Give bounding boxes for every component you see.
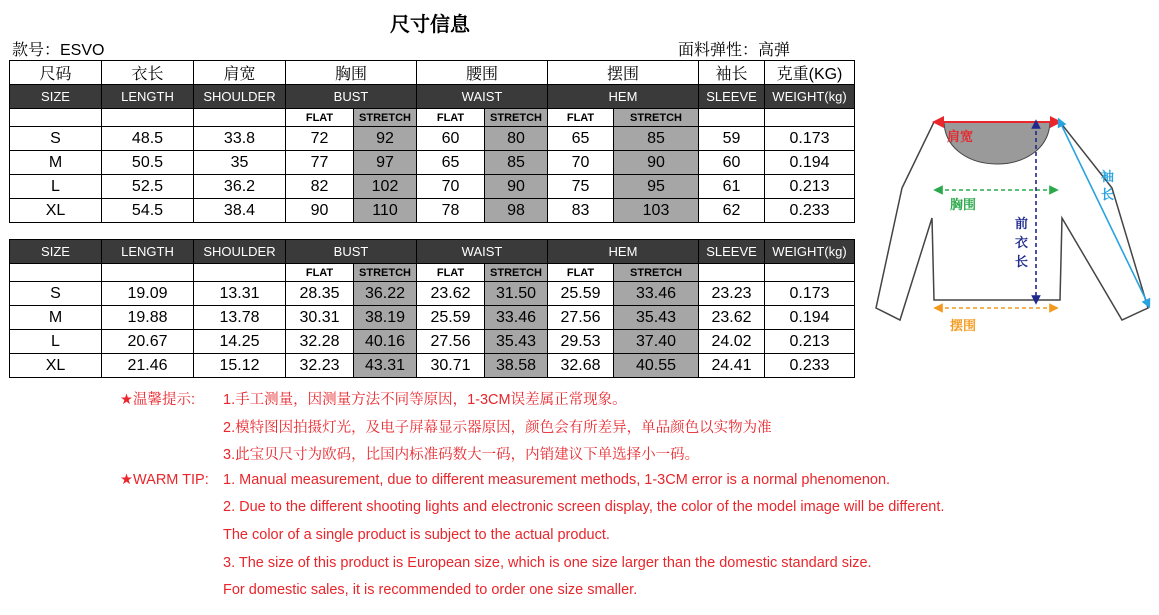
value-cell: 32.68 — [548, 354, 614, 378]
value-cell: 37.40 — [614, 330, 699, 354]
value-cell: 38.4 — [194, 199, 286, 223]
size-cell: L — [10, 330, 102, 354]
value-cell: 24.02 — [699, 330, 765, 354]
value-cell: 31.50 — [485, 282, 548, 306]
value-cell: 40.55 — [614, 354, 699, 378]
value-cell: 33.8 — [194, 127, 286, 151]
value-cell: 30.31 — [286, 306, 354, 330]
value-cell: 60 — [699, 151, 765, 175]
en-header-length: LENGTH — [102, 85, 194, 109]
value-cell: 92 — [354, 127, 417, 151]
value-cell: 35.43 — [485, 330, 548, 354]
value-cell: 98 — [485, 199, 548, 223]
en-header-weight: WEIGHT(kg) — [765, 85, 855, 109]
flat-label: FLAT — [286, 264, 354, 282]
value-cell: 72 — [286, 127, 354, 151]
value-cell: 0.194 — [765, 151, 855, 175]
value-cell: 0.213 — [765, 330, 855, 354]
en-header-waist: WAIST — [417, 240, 548, 264]
cn-header-row — [10, 61, 855, 85]
value-cell: 52.5 — [102, 175, 194, 199]
stretch-label: STRETCH — [354, 109, 417, 127]
value-cell: 0.173 — [765, 282, 855, 306]
sleeve-label-2: 长 — [1101, 187, 1115, 202]
value-cell: 32.23 — [286, 354, 354, 378]
note-en-line: The color of a single product is subject to the actual product. — [223, 527, 610, 543]
en-header-size: SIZE — [10, 85, 102, 109]
value-cell: 85 — [614, 127, 699, 151]
sleeve-label-1: 袖 — [1101, 169, 1115, 184]
flat-stretch-row — [10, 109, 855, 127]
value-cell: 14.25 — [194, 330, 286, 354]
size-table-cm — [9, 60, 855, 223]
cn-header-length: 衣长 — [102, 61, 194, 85]
cn-header-bust: 胸围 — [286, 61, 417, 85]
value-cell: 80 — [485, 127, 548, 151]
value-cell: 43.31 — [354, 354, 417, 378]
note-en-line: 3. The size of this product is European size, which is one size larger than the domestic standard size. — [223, 555, 872, 571]
style-number: 款号：ESVO — [12, 42, 105, 59]
table-row — [10, 175, 855, 199]
value-cell: 35.43 — [614, 306, 699, 330]
value-cell: 29.53 — [548, 330, 614, 354]
value-cell: 38.58 — [485, 354, 548, 378]
en-header-sleeve: SLEEVE — [699, 85, 765, 109]
value-cell: 33.46 — [485, 306, 548, 330]
value-cell: 23.62 — [699, 306, 765, 330]
length-label-1: 前 — [1015, 216, 1029, 231]
value-cell: 21.46 — [102, 354, 194, 378]
en-header-sleeve: SLEEVE — [699, 240, 765, 264]
note-cn-line: 3.此宝贝尺寸为欧码，比国内标准码数大一码，内销建议下单选择小一码。 — [223, 447, 700, 463]
value-cell: 110 — [354, 199, 417, 223]
en-header-waist: WAIST — [417, 85, 548, 109]
size-cell: S — [10, 282, 102, 306]
value-cell: 78 — [417, 199, 485, 223]
size-table-inch — [9, 239, 855, 378]
en-header-row — [10, 85, 855, 109]
stretch-label: STRETCH — [614, 264, 699, 282]
note-en-line: For domestic sales, it is recommended to order one size smaller. — [223, 582, 638, 598]
cn-header-hem: 摆围 — [548, 61, 699, 85]
value-cell: 20.67 — [102, 330, 194, 354]
value-cell: 33.46 — [614, 282, 699, 306]
table-row — [10, 127, 855, 151]
value-cell: 13.78 — [194, 306, 286, 330]
value-cell: 59 — [699, 127, 765, 151]
value-cell: 40.16 — [354, 330, 417, 354]
en-header-row — [10, 240, 855, 264]
table-row — [10, 282, 855, 306]
value-cell: 103 — [614, 199, 699, 223]
value-cell: 24.41 — [699, 354, 765, 378]
value-cell: 61 — [699, 175, 765, 199]
value-cell: 27.56 — [548, 306, 614, 330]
shoulder-label: 肩宽 — [947, 129, 974, 144]
value-cell: 62 — [699, 199, 765, 223]
value-cell: 54.5 — [102, 199, 194, 223]
flat-label: FLAT — [286, 109, 354, 127]
table-row — [10, 306, 855, 330]
value-cell: 27.56 — [417, 330, 485, 354]
size-cell: L — [10, 175, 102, 199]
flat-label: FLAT — [417, 264, 485, 282]
cn-header-sleeve: 袖长 — [699, 61, 765, 85]
note-en-line: 1. Manual measurement, due to different measurement methods, 1-3CM error is a normal phenomenon. — [223, 472, 891, 488]
value-cell: 0.173 — [765, 127, 855, 151]
value-cell: 60 — [417, 127, 485, 151]
page-title: 尺寸信息 — [390, 14, 470, 36]
value-cell: 90 — [614, 151, 699, 175]
value-cell: 36.22 — [354, 282, 417, 306]
value-cell: 90 — [286, 199, 354, 223]
value-cell: 85 — [485, 151, 548, 175]
value-cell: 35 — [194, 151, 286, 175]
table-row — [10, 199, 855, 223]
value-cell: 30.71 — [417, 354, 485, 378]
value-cell: 90 — [485, 175, 548, 199]
cn-header-size: 尺码 — [10, 61, 102, 85]
length-label-2: 衣 — [1015, 235, 1029, 250]
warm-tip-cn-label: ★温馨提示: — [120, 392, 196, 408]
value-cell: 28.35 — [286, 282, 354, 306]
note-cn-line: 2.模特图因拍摄灯光，及电子屏幕显示器原因，颜色会有所差异，单品颜色以实物为准 — [223, 420, 772, 436]
hem-label: 摆围 — [950, 318, 977, 333]
value-cell: 38.19 — [354, 306, 417, 330]
value-cell: 15.12 — [194, 354, 286, 378]
flat-stretch-row — [10, 264, 855, 282]
cn-header-waist: 腰围 — [417, 61, 548, 85]
flat-label: FLAT — [548, 109, 614, 127]
en-header-hem: HEM — [548, 240, 699, 264]
stretch-label: STRETCH — [354, 264, 417, 282]
value-cell: 19.09 — [102, 282, 194, 306]
value-cell: 77 — [286, 151, 354, 175]
flat-label: FLAT — [417, 109, 485, 127]
value-cell: 83 — [548, 199, 614, 223]
size-cell: M — [10, 306, 102, 330]
note-cn-line: 1.手工测量，因测量方法不同等原因，1-3CM误差属正常现象。 — [223, 392, 627, 408]
fabric-elasticity: 面料弹性：高弹 — [678, 42, 791, 59]
flat-label: FLAT — [548, 264, 614, 282]
en-header-shoulder: SHOULDER — [194, 85, 286, 109]
size-cell: M — [10, 151, 102, 175]
value-cell: 0.194 — [765, 306, 855, 330]
value-cell: 48.5 — [102, 127, 194, 151]
value-cell: 23.62 — [417, 282, 485, 306]
note-en-line: 2. Due to the different shooting lights and electronic screen display, the color of the model image will be different. — [223, 499, 945, 515]
en-header-size: SIZE — [10, 240, 102, 264]
en-header-length: LENGTH — [102, 240, 194, 264]
value-cell: 25.59 — [548, 282, 614, 306]
size-cell: XL — [10, 199, 102, 223]
stretch-label: STRETCH — [485, 109, 548, 127]
value-cell: 102 — [354, 175, 417, 199]
garment-drawing — [872, 108, 1152, 338]
bust-label: 胸围 — [950, 197, 977, 212]
value-cell: 13.31 — [194, 282, 286, 306]
value-cell: 65 — [548, 127, 614, 151]
value-cell: 75 — [548, 175, 614, 199]
value-cell: 32.28 — [286, 330, 354, 354]
cn-header-weight: 克重(KG) — [765, 61, 855, 85]
value-cell: 19.88 — [102, 306, 194, 330]
size-cell: S — [10, 127, 102, 151]
value-cell: 50.5 — [102, 151, 194, 175]
en-header-bust: BUST — [286, 240, 417, 264]
en-header-hem: HEM — [548, 85, 699, 109]
stretch-label: STRETCH — [485, 264, 548, 282]
garment-diagram — [872, 108, 1152, 338]
value-cell: 95 — [614, 175, 699, 199]
en-header-bust: BUST — [286, 85, 417, 109]
value-cell: 0.213 — [765, 175, 855, 199]
value-cell: 65 — [417, 151, 485, 175]
cn-header-shoulder: 肩宽 — [194, 61, 286, 85]
table-row — [10, 151, 855, 175]
stretch-label: STRETCH — [614, 109, 699, 127]
table-row — [10, 354, 855, 378]
value-cell: 23.23 — [699, 282, 765, 306]
warm-tip-en-label: ★WARM TIP: — [120, 472, 209, 488]
value-cell: 70 — [417, 175, 485, 199]
value-cell: 0.233 — [765, 354, 855, 378]
value-cell: 0.233 — [765, 199, 855, 223]
en-header-shoulder: SHOULDER — [194, 240, 286, 264]
value-cell: 36.2 — [194, 175, 286, 199]
table-row — [10, 330, 855, 354]
value-cell: 25.59 — [417, 306, 485, 330]
size-cell: XL — [10, 354, 102, 378]
length-label-3: 长 — [1015, 254, 1029, 269]
en-header-weight: WEIGHT(kg) — [765, 240, 855, 264]
value-cell: 82 — [286, 175, 354, 199]
value-cell: 70 — [548, 151, 614, 175]
value-cell: 97 — [354, 151, 417, 175]
